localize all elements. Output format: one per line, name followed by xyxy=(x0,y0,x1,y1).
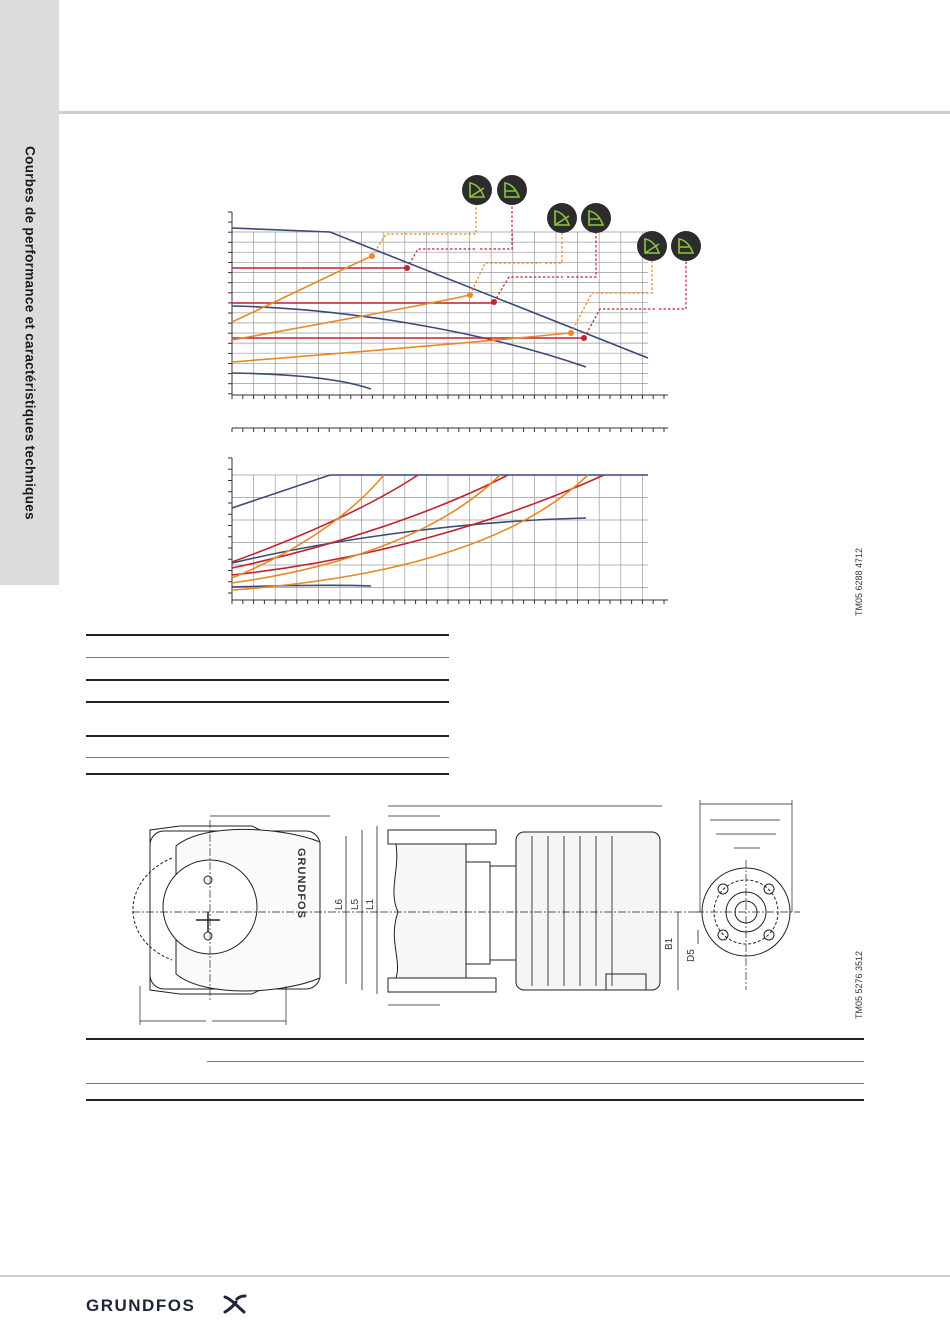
dimension-table-rule xyxy=(86,1038,864,1040)
side-adapter xyxy=(466,862,490,964)
front-dimension-labels xyxy=(334,898,376,910)
dim-l6: L6 xyxy=(334,898,345,910)
side-motor-neck xyxy=(490,866,518,960)
flange-bolt-hole xyxy=(764,884,774,894)
flange-bolt-hole xyxy=(718,884,728,894)
dim-l1: L1 xyxy=(365,898,376,910)
side-flange-bottom xyxy=(388,978,496,992)
side-volute xyxy=(394,844,466,978)
sidebar-title: Courbes de performance et caractéristiques techniques xyxy=(22,146,38,520)
footer-rule xyxy=(0,1275,950,1277)
side-flange-top xyxy=(388,830,496,844)
side-motor xyxy=(516,832,660,990)
dim-l5: L5 xyxy=(350,898,361,910)
pump-side-view xyxy=(380,806,700,1005)
dimension-table-rule xyxy=(86,1083,864,1084)
dimension-drawing-code: TM05 5276 3512 xyxy=(854,950,864,1020)
flange-bolt-hole xyxy=(718,930,728,940)
dim-d5: D5 xyxy=(686,949,697,962)
dim-b1: B1 xyxy=(664,937,675,950)
curve-drawing-code: TM05 6288 4712 xyxy=(854,547,864,617)
housing-brand-label: GRUNDFOS xyxy=(295,848,307,919)
pump-front-view xyxy=(132,816,380,1025)
flange-bolt-hole xyxy=(764,930,774,940)
footer-brand: GRUNDFOS xyxy=(86,1296,196,1315)
grundfos-logo-icon xyxy=(222,1293,248,1315)
dimension-table-rule xyxy=(86,1099,864,1101)
housing-label-text xyxy=(295,848,307,919)
flange-view xyxy=(696,800,800,990)
dimension-table-rule xyxy=(207,1061,864,1062)
